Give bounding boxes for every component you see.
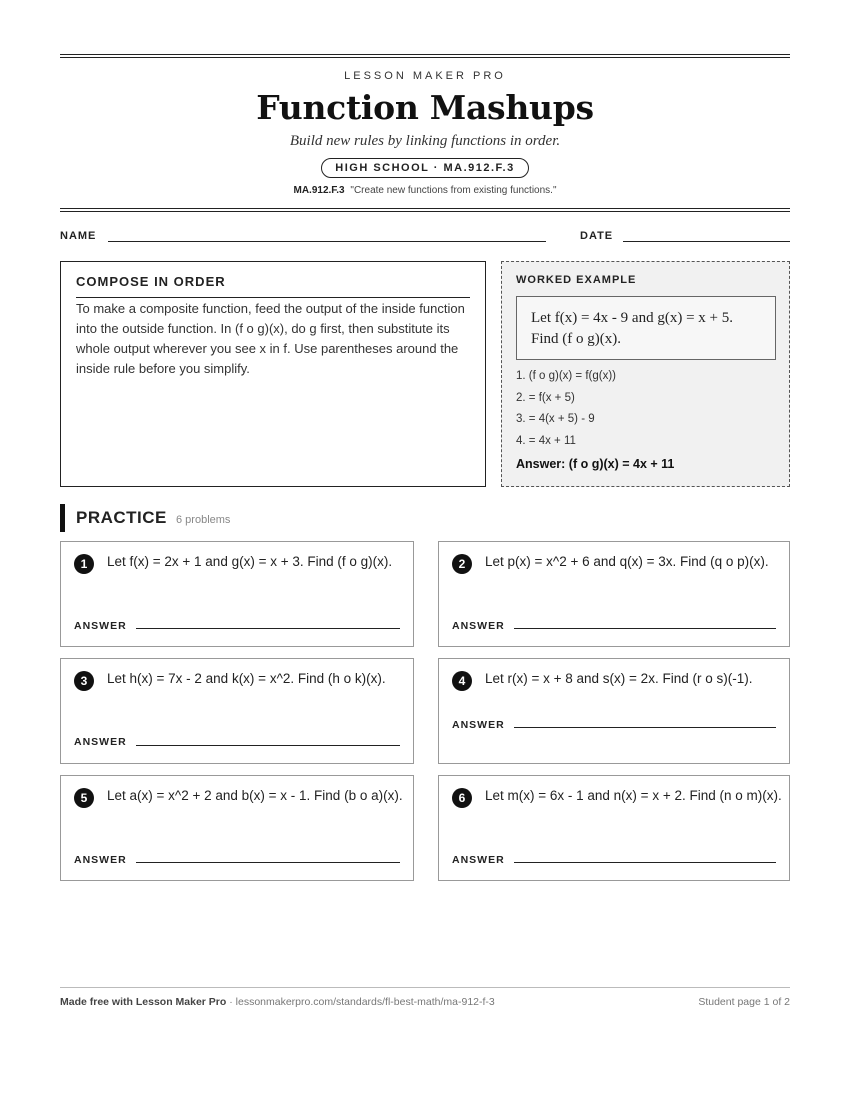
answer-field-5[interactable] <box>136 862 400 863</box>
page-title: Function Mashups <box>256 88 594 127</box>
level-badge: HIGH SCHOOL · MA.912.F.3 <box>321 158 528 178</box>
problem-text: Let h(x) = 7x - 2 and k(x) = x^2. Find (h o k)(x). <box>107 671 386 686</box>
prompt-line-2: Find (f o g)(x). <box>531 331 621 347</box>
footer-url[interactable]: · lessonmakerpro.com/standards/fl-best-math/ma-912-f-3 <box>226 996 495 1008</box>
answer-field-6[interactable] <box>514 862 776 863</box>
date-label: DATE <box>580 230 614 242</box>
problem-card-2 <box>438 541 790 647</box>
page-subtitle: Build new rules by linking functions in order. <box>289 133 561 149</box>
problem-number: 3 <box>74 671 94 691</box>
answer-field-4[interactable] <box>514 727 776 728</box>
practice-title: PRACTICE <box>76 508 167 527</box>
date-field[interactable] <box>623 241 790 242</box>
answer-label: ANSWER <box>74 736 127 748</box>
step-item: 2. = f(x + 5) <box>516 391 575 404</box>
answer-label: ANSWER <box>452 719 505 731</box>
step-item: 3. = 4(x + 5) - 9 <box>516 413 595 425</box>
problem-text: Let f(x) = 2x + 1 and g(x) = x + 3. Find (f o g)(x). <box>107 554 393 569</box>
worksheet-header <box>60 70 790 196</box>
problem-number: 1 <box>74 554 94 574</box>
practice-accent-bar <box>60 504 65 532</box>
answer-label: ANSWER <box>74 854 127 866</box>
problem-card-4 <box>438 658 790 764</box>
worked-example-steps <box>516 366 616 452</box>
worked-example-prompt <box>516 296 776 360</box>
practice-count: 6 problems <box>176 514 231 526</box>
name-label: NAME <box>60 230 97 242</box>
intro-panel <box>60 261 486 487</box>
standard-code: MA.912.F.3 <box>293 185 345 196</box>
answer-field-1[interactable] <box>136 628 400 629</box>
intro-heading: COMPOSE IN ORDER <box>76 274 470 298</box>
problem-text: Let r(x) = x + 8 and s(x) = 2x. Find (r o s)(-1). <box>485 671 753 686</box>
problem-card-5 <box>60 775 414 881</box>
worked-example-answer: Answer: (f o g)(x) = 4x + 11 <box>516 457 675 471</box>
answer-field-3[interactable] <box>136 745 400 746</box>
problem-text: Let p(x) = x^2 + 6 and q(x) = 3x. Find (q o p)(x). <box>485 554 769 569</box>
prompt-line-1: Let f(x) = 4x - 9 and g(x) = x + 5. <box>531 310 733 326</box>
answer-label: ANSWER <box>452 620 505 632</box>
step-item: 4. = 4x + 11 <box>516 434 576 447</box>
problem-text: Let m(x) = 6x - 1 and n(x) = x + 2. Find (n o m)(x). <box>485 788 782 803</box>
footer-page-number: Student page 1 of 2 <box>698 996 790 1008</box>
name-date-row <box>60 230 790 246</box>
answer-field-2[interactable] <box>514 628 776 629</box>
problem-number: 4 <box>452 671 472 691</box>
problem-card-1 <box>60 541 414 647</box>
problem-number: 2 <box>452 554 472 574</box>
problem-number: 5 <box>74 788 94 808</box>
problem-card-6 <box>438 775 790 881</box>
page-footer <box>60 987 790 1008</box>
standard-line <box>60 185 790 196</box>
problem-text: Let a(x) = x^2 + 2 and b(x) = x - 1. Find (b o a)(x). <box>107 788 403 803</box>
header-bottom-rule <box>60 208 790 212</box>
answer-label: ANSWER <box>74 620 127 632</box>
problem-card-3 <box>60 658 414 764</box>
intro-body: To make a composite function, feed the output of the inside function into the outside function. In (f o g)(x), do g first, then substitute its whole output wherever you see x in f. Use parentheses around the inside rule before you simplify. <box>76 301 465 376</box>
brand-name: LESSON MAKER PRO <box>344 70 506 82</box>
standard-text: "Create new functions from existing functions." <box>350 185 557 196</box>
top-rule <box>60 54 790 58</box>
worked-example-panel <box>501 261 790 487</box>
name-field[interactable] <box>108 241 546 242</box>
answer-label: ANSWER <box>452 854 505 866</box>
worksheet-page <box>60 54 790 866</box>
step-item: 1. (f o g)(x) = f(g(x)) <box>516 370 616 382</box>
problem-number: 6 <box>452 788 472 808</box>
worked-example-heading: WORKED EXAMPLE <box>516 274 637 286</box>
footer-made-with: Made free with Lesson Maker Pro <box>60 996 227 1008</box>
